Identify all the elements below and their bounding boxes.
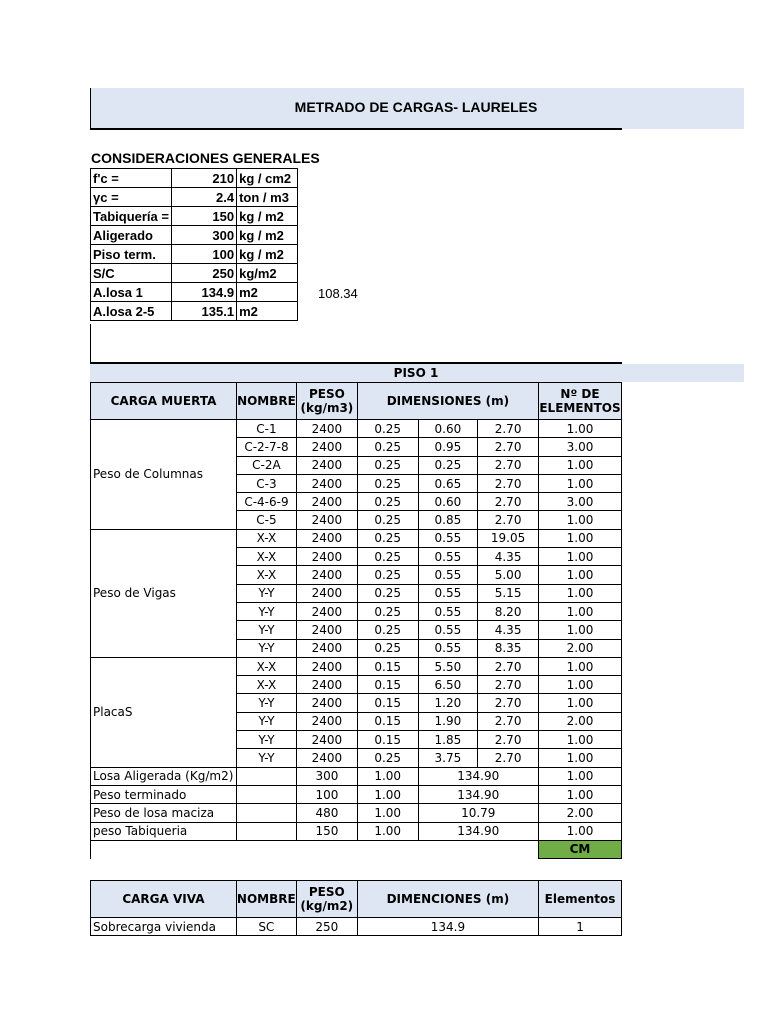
cg-value: 134.9 [171, 283, 236, 302]
table-row [91, 529, 622, 547]
cell-dim-1: 0.15 [357, 694, 418, 712]
viva-dim: 134.9 [357, 918, 538, 936]
carga-viva-table [90, 880, 622, 936]
extra-peso: 150 [296, 822, 357, 840]
cell-dim-2: 0.55 [418, 621, 478, 639]
extra-label: peso Tabiqueria [91, 822, 237, 840]
cell-dim-2: 3.75 [418, 749, 478, 767]
cell-dim-2: 0.25 [418, 456, 478, 474]
cell-elementos: 2.00 [538, 639, 621, 657]
cell-dim-3: 8.35 [478, 639, 539, 657]
cell-dim-1: 0.25 [357, 548, 418, 566]
cg-label: S/C [91, 264, 172, 283]
cell-dim-2: 0.55 [418, 566, 478, 584]
cell-peso: 2400 [296, 548, 357, 566]
cell-nombre: C-1 [236, 420, 296, 438]
cg-unit: m2 [237, 302, 298, 321]
cm-spacer [91, 840, 539, 858]
group-label-vigas: Peso de Vigas [91, 529, 237, 657]
cell-elementos: 1.00 [538, 676, 621, 694]
cell-elementos: 3.00 [538, 438, 621, 456]
cell-peso: 2400 [296, 474, 357, 492]
title-bottom-rule [90, 128, 622, 130]
table-row [91, 207, 298, 226]
considerations-heading: CONSIDERACIONES GENERALES [91, 150, 320, 166]
cg-value: 150 [171, 207, 236, 226]
extra-dim-1: 1.00 [357, 804, 418, 822]
viva-peso: 250 [296, 918, 357, 936]
cell-elementos: 1.00 [538, 420, 621, 438]
cell-peso: 2400 [296, 639, 357, 657]
cell-dim-1: 0.25 [357, 602, 418, 620]
cell-nombre: C-2-7-8 [236, 438, 296, 456]
cell-dim-1: 0.25 [357, 749, 418, 767]
cell-dim-3: 4.35 [478, 621, 539, 639]
extra-elementos: 1.00 [538, 785, 621, 803]
cell-dim-1: 0.25 [357, 529, 418, 547]
cell-dim-2: 0.55 [418, 529, 478, 547]
cell-elementos: 1.00 [538, 749, 621, 767]
table-row [91, 283, 298, 302]
cell-elementos: 1.00 [538, 529, 621, 547]
cell-elementos: 1.00 [538, 621, 621, 639]
cell-dim-2: 0.55 [418, 548, 478, 566]
table-row [91, 767, 622, 785]
cell-peso: 2400 [296, 529, 357, 547]
cell-nombre: Y-Y [236, 694, 296, 712]
header-nombre: NOMBRE [236, 383, 296, 420]
cell-dim-3: 2.70 [478, 676, 539, 694]
table-row [91, 169, 298, 188]
cell-peso: 2400 [296, 712, 357, 730]
cell-dim-2: 0.95 [418, 438, 478, 456]
cell-dim-2: 0.60 [418, 493, 478, 511]
cell-elementos: 2.00 [538, 712, 621, 730]
cell-dim-3: 2.70 [478, 657, 539, 675]
cg-value: 300 [171, 226, 236, 245]
cell-elementos: 1.00 [538, 602, 621, 620]
cell-elementos: 1.00 [538, 566, 621, 584]
cm-row [91, 840, 622, 858]
cg-label: A.losa 1 [91, 283, 172, 302]
viva-elementos: 1 [539, 918, 622, 936]
piso-label: PISO 1 [393, 366, 439, 380]
cell-elementos: 1.00 [538, 511, 621, 529]
extra-nombre [236, 767, 296, 785]
cell-elementos: 3.00 [538, 493, 621, 511]
extra-label: Peso terminado [91, 785, 237, 803]
cell-dim-1: 0.15 [357, 712, 418, 730]
cg-unit: m2 [237, 283, 298, 302]
cell-dim-3: 2.70 [478, 420, 539, 438]
carga-muerta-table [90, 382, 622, 859]
table-row [91, 657, 622, 675]
cell-nombre: Y-Y [236, 731, 296, 749]
cg-unit: kg / cm2 [237, 169, 298, 188]
extra-peso: 480 [296, 804, 357, 822]
cell-dim-1: 0.25 [357, 438, 418, 456]
cell-nombre: X-X [236, 566, 296, 584]
extra-label: Peso de losa maciza [91, 804, 237, 822]
cell-nombre: C-2A [236, 456, 296, 474]
cell-dim-2: 0.55 [418, 602, 478, 620]
cell-dim-1: 0.25 [357, 621, 418, 639]
side-value: 108.34 [318, 286, 358, 301]
extra-area: 134.90 [418, 767, 538, 785]
cell-dim-1: 0.25 [357, 420, 418, 438]
cell-peso: 2400 [296, 676, 357, 694]
table-row [91, 302, 298, 321]
cg-label: A.losa 2-5 [91, 302, 172, 321]
cg-unit: ton / m3 [237, 188, 298, 207]
header-dimensiones: DIMENSIONES (m) [357, 383, 538, 420]
viva-nombre: SC [236, 918, 296, 936]
cell-dim-3: 2.70 [478, 438, 539, 456]
cg-label: f'c = [91, 169, 172, 188]
cell-nombre: C-5 [236, 511, 296, 529]
cell-dim-1: 0.25 [357, 511, 418, 529]
cell-dim-2: 1.20 [418, 694, 478, 712]
cell-nombre: X-X [236, 676, 296, 694]
extra-label: Losa Aligerada (Kg/m2) [91, 767, 237, 785]
table-row [91, 188, 298, 207]
cell-elementos: 1.00 [538, 456, 621, 474]
cell-nombre: X-X [236, 657, 296, 675]
cell-dim-2: 0.65 [418, 474, 478, 492]
cell-dim-2: 0.55 [418, 639, 478, 657]
cell-nombre: C-4-6-9 [236, 493, 296, 511]
cell-elementos: 1.00 [538, 657, 621, 675]
extra-peso: 300 [296, 767, 357, 785]
section-left-border [90, 324, 91, 364]
header-peso: PESO (kg/m3) [296, 383, 357, 420]
cell-dim-3: 2.70 [478, 749, 539, 767]
cell-dim-2: 0.85 [418, 511, 478, 529]
cg-value: 100 [171, 245, 236, 264]
cell-nombre: Y-Y [236, 712, 296, 730]
cell-peso: 2400 [296, 731, 357, 749]
extra-nombre [236, 785, 296, 803]
cell-dim-1: 0.25 [357, 584, 418, 602]
cell-peso: 2400 [296, 584, 357, 602]
cell-peso: 2400 [296, 621, 357, 639]
cell-dim-3: 2.70 [478, 456, 539, 474]
cell-dim-2: 6.50 [418, 676, 478, 694]
cell-peso: 2400 [296, 493, 357, 511]
extra-nombre [236, 822, 296, 840]
cg-unit: kg / m2 [237, 226, 298, 245]
cg-value: 250 [171, 264, 236, 283]
cell-nombre: Y-Y [236, 621, 296, 639]
cell-elementos: 1.00 [538, 694, 621, 712]
cell-dim-2: 0.55 [418, 584, 478, 602]
cell-dim-3: 2.70 [478, 694, 539, 712]
cell-elementos: 1.00 [538, 584, 621, 602]
cg-label: γc = [91, 188, 172, 207]
cg-value: 210 [171, 169, 236, 188]
extra-elementos: 1.00 [538, 822, 621, 840]
cell-elementos: 1.00 [538, 731, 621, 749]
header-elementos: Nº DE ELEMENTOS [538, 383, 621, 420]
cg-value: 135.1 [171, 302, 236, 321]
extra-nombre [236, 804, 296, 822]
header-carga-viva: CARGA VIVA [91, 881, 237, 918]
cell-dim-3: 2.70 [478, 731, 539, 749]
table-row [91, 226, 298, 245]
extra-elementos: 1.00 [538, 767, 621, 785]
cell-nombre: X-X [236, 548, 296, 566]
cell-peso: 2400 [296, 420, 357, 438]
cell-dim-3: 2.70 [478, 712, 539, 730]
cell-dim-1: 0.25 [357, 493, 418, 511]
cell-dim-3: 5.00 [478, 566, 539, 584]
cell-dim-1: 0.25 [357, 456, 418, 474]
cell-nombre: Y-Y [236, 584, 296, 602]
cg-unit: kg / m2 [237, 245, 298, 264]
cell-nombre: X-X [236, 529, 296, 547]
cell-dim-1: 0.25 [357, 474, 418, 492]
cg-label: Aligerado [91, 226, 172, 245]
extra-dim-1: 1.00 [357, 822, 418, 840]
header-viva-elementos: Elementos [539, 881, 622, 918]
cell-dim-3: 8.20 [478, 602, 539, 620]
table-row [91, 918, 622, 936]
cell-dim-1: 0.15 [357, 676, 418, 694]
cell-dim-3: 5.15 [478, 584, 539, 602]
group-label-columnas: Peso de Columnas [91, 420, 237, 530]
extra-area: 134.90 [418, 785, 538, 803]
header-carga-muerta: CARGA MUERTA [91, 383, 237, 420]
group-label-placas: PlacaS [91, 657, 237, 767]
cell-dim-3: 2.70 [478, 493, 539, 511]
cell-dim-1: 0.15 [357, 731, 418, 749]
extra-dim-1: 1.00 [357, 767, 418, 785]
cell-peso: 2400 [296, 456, 357, 474]
extra-elementos: 2.00 [538, 804, 621, 822]
cell-dim-1: 0.25 [357, 566, 418, 584]
viva-label: Sobrecarga vivienda [91, 918, 237, 936]
cell-dim-3: 4.35 [478, 548, 539, 566]
cell-peso: 2400 [296, 657, 357, 675]
extra-dim-1: 1.00 [357, 785, 418, 803]
extra-area: 134.90 [418, 822, 538, 840]
cell-dim-3: 2.70 [478, 474, 539, 492]
cell-peso: 2400 [296, 694, 357, 712]
considerations-table [90, 168, 298, 321]
cell-elementos: 1.00 [538, 548, 621, 566]
cell-dim-3: 19.05 [478, 529, 539, 547]
cell-nombre: C-3 [236, 474, 296, 492]
cell-peso: 2400 [296, 438, 357, 456]
header-viva-nombre: NOMBRE [236, 881, 296, 918]
cell-dim-2: 0.60 [418, 420, 478, 438]
cell-nombre: Y-Y [236, 749, 296, 767]
cg-label: Piso term. [91, 245, 172, 264]
cell-dim-2: 1.90 [418, 712, 478, 730]
cg-label: Tabiquería = [91, 207, 172, 226]
cg-value: 2.4 [171, 188, 236, 207]
cell-nombre: Y-Y [236, 602, 296, 620]
table-row [91, 822, 622, 840]
header-viva-peso: PESO (kg/m2) [296, 881, 357, 918]
cm-label: CM [538, 840, 621, 858]
cell-dim-1: 0.25 [357, 639, 418, 657]
cell-nombre: Y-Y [236, 639, 296, 657]
cg-unit: kg / m2 [237, 207, 298, 226]
page-title: METRADO DE CARGAS- LAURELES [294, 99, 538, 115]
table-row [91, 804, 622, 822]
cell-dim-2: 5.50 [418, 657, 478, 675]
cell-peso: 2400 [296, 566, 357, 584]
cell-elementos: 1.00 [538, 474, 621, 492]
table-row [91, 420, 622, 438]
cell-dim-1: 0.15 [357, 657, 418, 675]
table-row [91, 245, 298, 264]
extra-peso: 100 [296, 785, 357, 803]
extra-area: 10.79 [418, 804, 538, 822]
cell-peso: 2400 [296, 511, 357, 529]
table-row [91, 264, 298, 283]
cell-peso: 2400 [296, 749, 357, 767]
cell-dim-3: 2.70 [478, 511, 539, 529]
table-row [91, 785, 622, 803]
cg-unit: kg/m2 [237, 264, 298, 283]
cell-peso: 2400 [296, 602, 357, 620]
cell-dim-2: 1.85 [418, 731, 478, 749]
header-viva-dimensiones: DIMENCIONES (m) [357, 881, 538, 918]
